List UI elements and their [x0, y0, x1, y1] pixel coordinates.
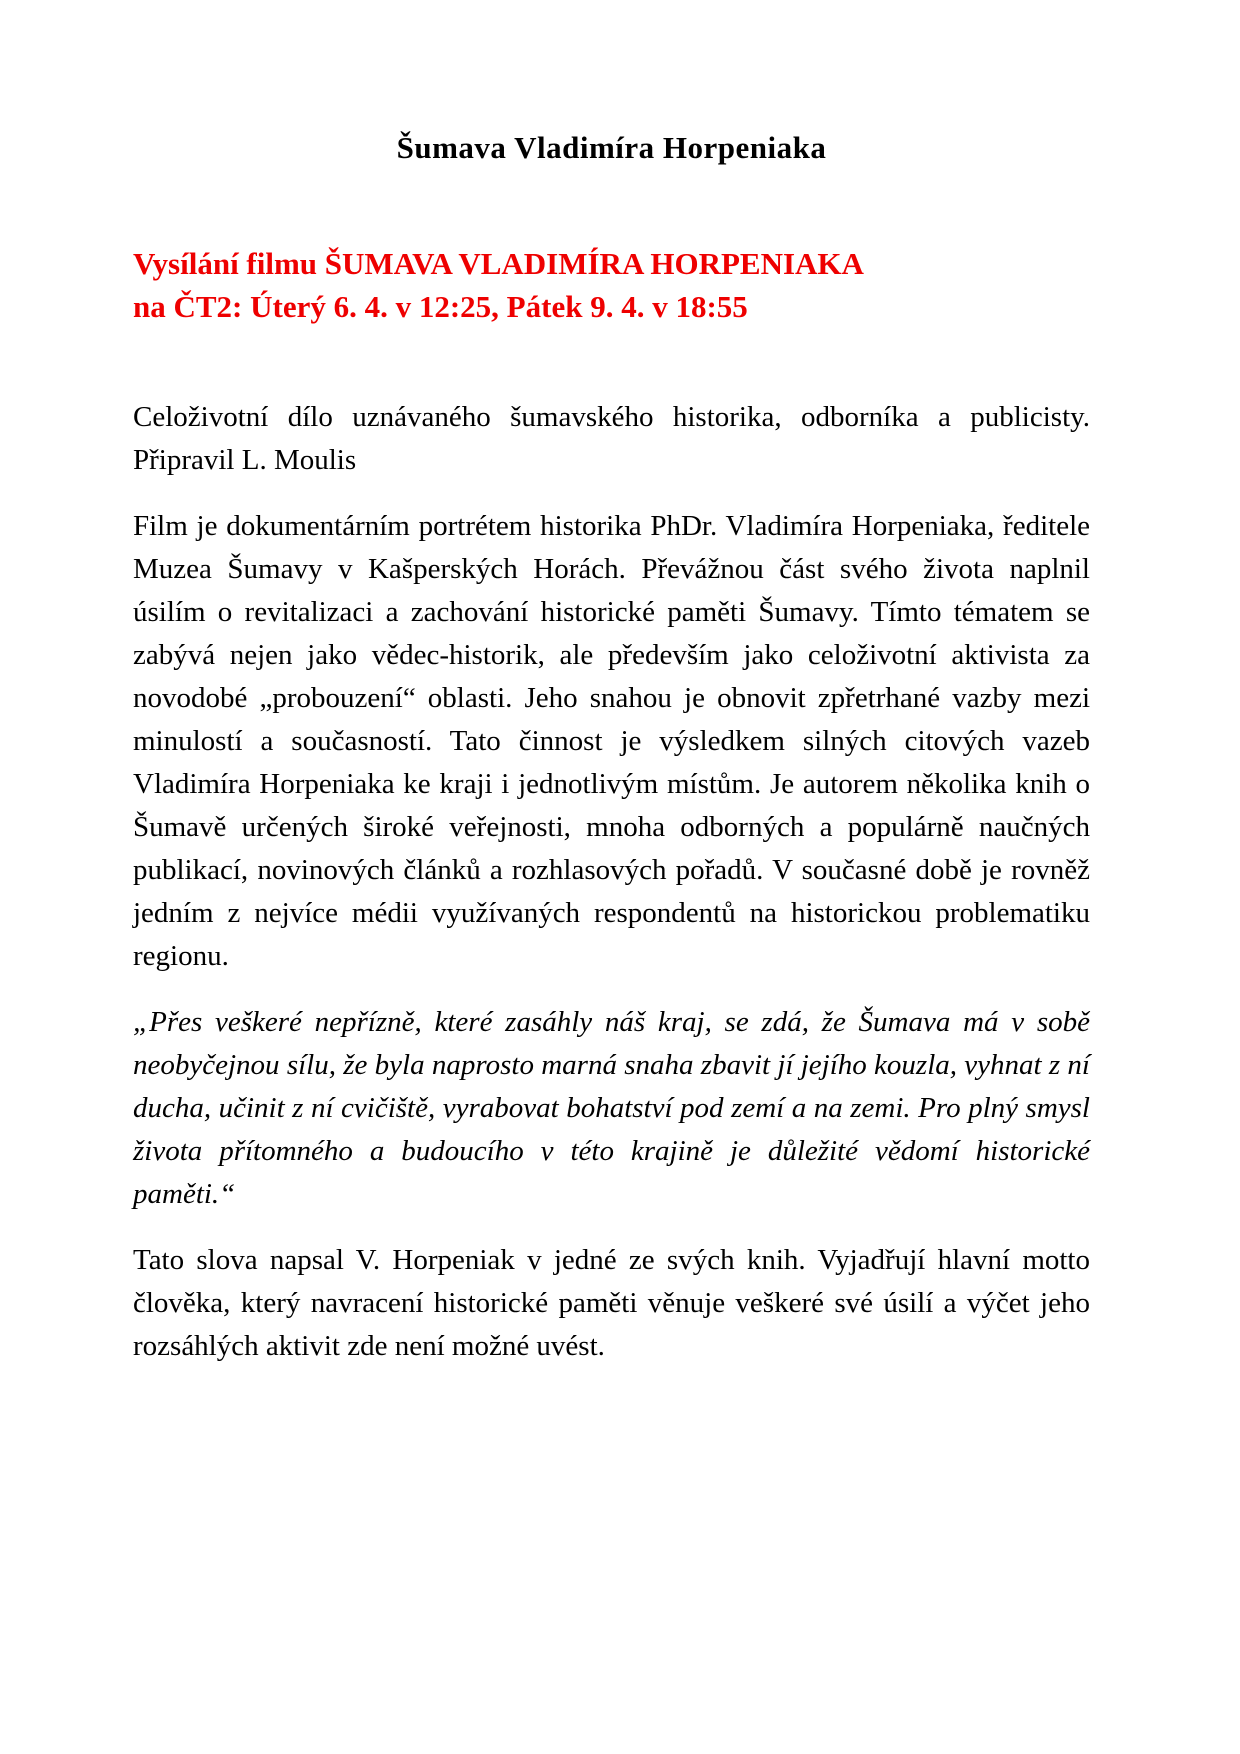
paragraph-film-description: Film je dokumentárním portrétem historika PhDr. Vladimíra Horpeniaka, ředitele Muzea Šumavy v Kašperských Horách. Převážnou část svého života naplnil úsilím o revitalizaci a zachování historické paměti Šumavy. Tímto tématem se zabývá nejen jako vědec-historik, ale především jako celoživotní aktivista za novodobé „probouzení“ oblasti. Jeho snahou je obnovit zpřetrhané vazby mezi minulostí a současností. Tato činnost je výsledkem silných citových vazeb Vladimíra Horpeniaka ke kraji i jednotlivým místům. Je autorem několika knih o Šumavě určených široké veřejnosti, mnoha odborných a populárně naučných publikací, novinových článků a rozhlasových pořadů. V současné době je rovněž jedním z nejvíce médii využívaných respondentů na historickou problematiku regionu.: [133, 510, 1090, 972]
broadcast-heading-line1: Vysílání filmu ŠUMAVA VLADIMÍRA HORPENIAKA: [133, 246, 864, 281]
broadcast-heading: [133, 242, 1090, 328]
page-title: Šumava Vladimíra Horpeniaka: [396, 130, 827, 165]
paragraph-intro: Celoživotní dílo uznávaného šumavského historika, odborníka a publicisty. Připravil L. Moulis: [133, 401, 1090, 476]
paragraph-closing: Tato slova napsal V. Horpeniak v jedné ze svých knih. Vyjadřují hlavní motto člověka, který navracení historické paměti věnuje veškeré své úsilí a výčet jeho rozsáhlých aktivit zde není možné uvést.: [133, 1244, 1090, 1362]
paragraph-quote: „Přes veškeré nepřízně, které zasáhly náš kraj, se zdá, že Šumava má v sobě neobyčejnou sílu, že byla naprosto marná snaha zbavit jí jejího kouzla, vyhnat z ní ducha, učinit z ní cvičiště, vyrabovat bohatství pod zemí a na zemi. Pro plný smysl života přítomného a budoucího v této krajině je důležité vědomí historické paměti.“: [133, 1006, 1090, 1210]
broadcast-heading-line2: na ČT2: Úterý 6. 4. v 12:25, Pátek 9. 4. v 18:55: [133, 289, 748, 324]
